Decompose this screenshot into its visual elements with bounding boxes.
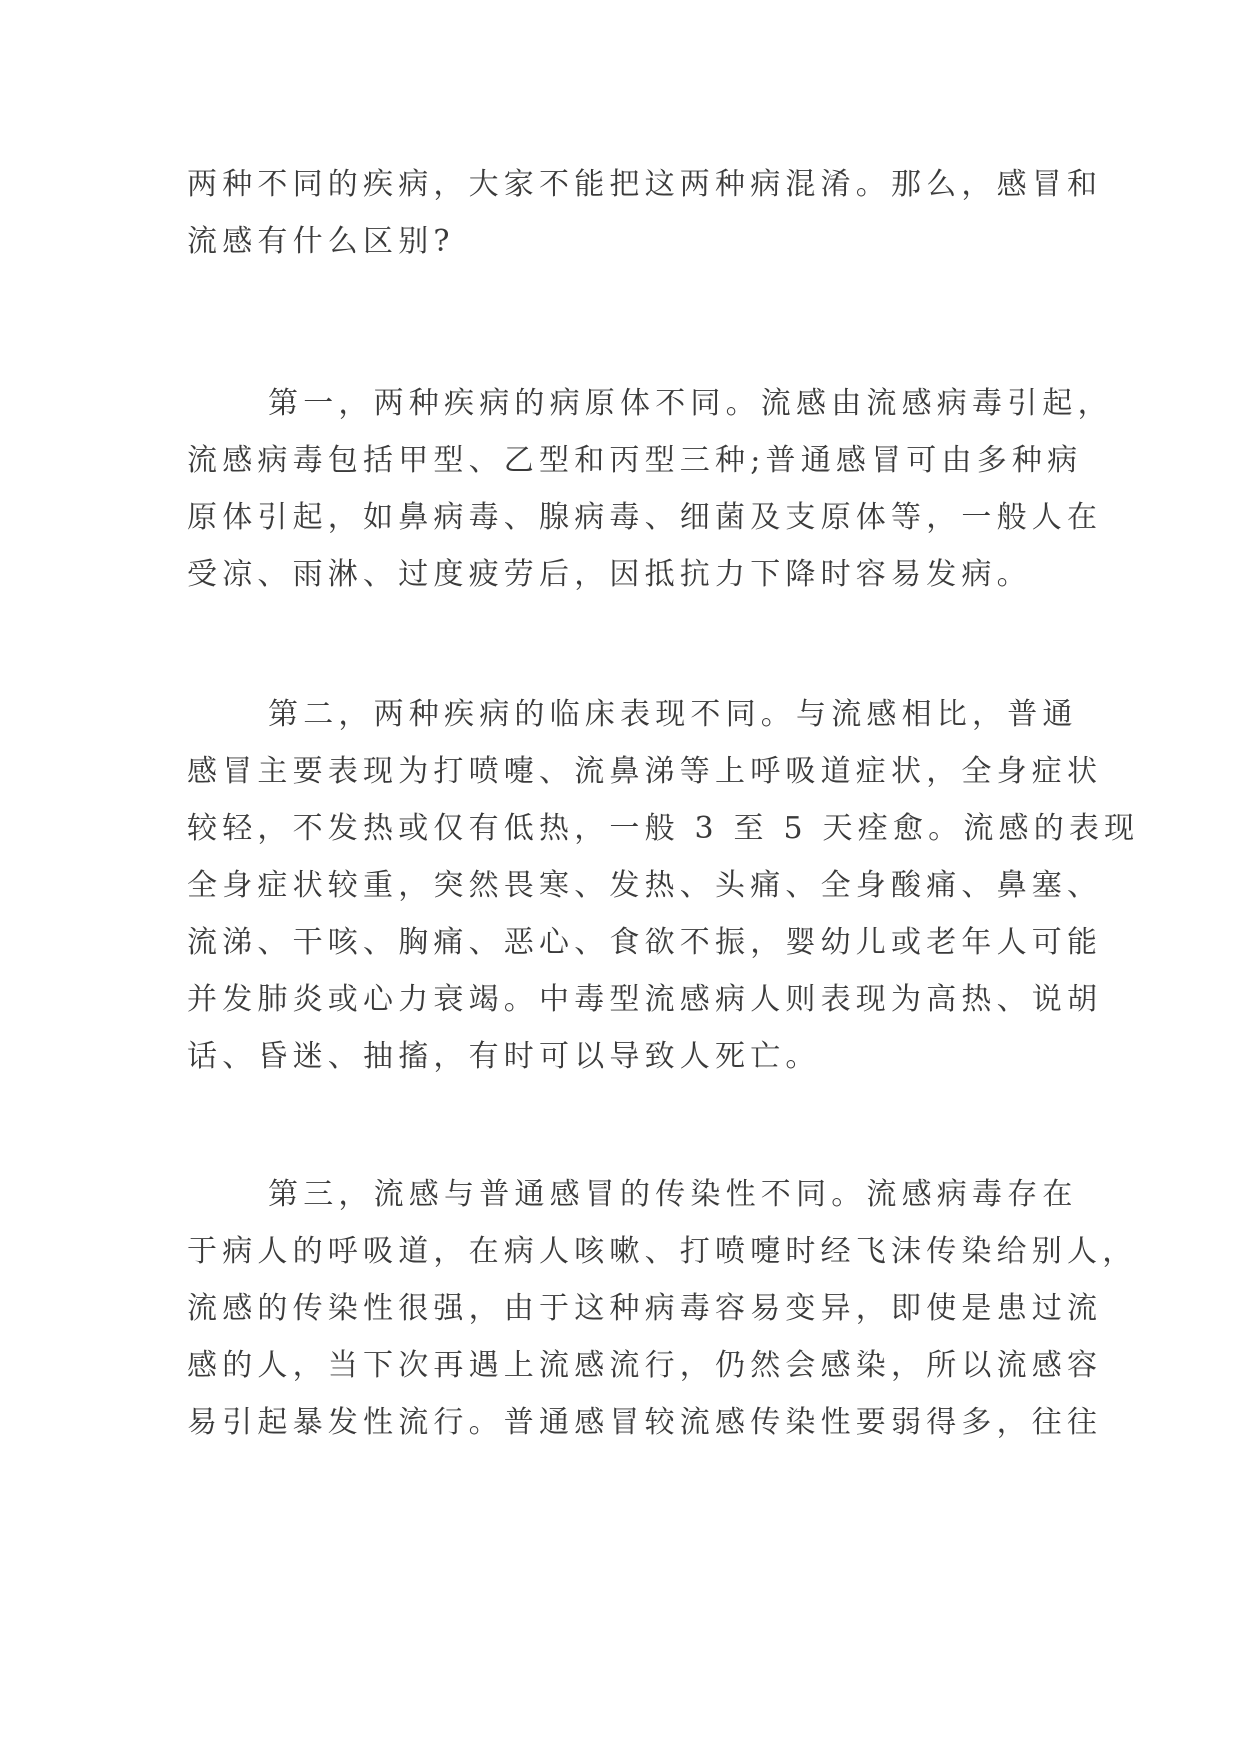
paragraph-contagion [187, 1166, 1138, 1451]
paragraph-line: 流感有什么区别? [187, 224, 455, 259]
paragraph-line: 流感的传染性很强，由于这种病毒容易变异，即使是患过流 [187, 1291, 1103, 1326]
paragraph-line: 于病人的呼吸道，在病人咳嗽、打喷嚏时经飞沫传染给别人， [187, 1234, 1138, 1269]
paragraph-line: 流感病毒包括甲型、乙型和丙型三种;普通感冒可由多种病 [187, 443, 1083, 478]
paragraph-intro [187, 156, 1103, 270]
paragraph-line: 并发肺炎或心力衰竭。中毒型流感病人则表现为高热、说胡 [187, 982, 1103, 1017]
paragraph-pathogen [187, 375, 1113, 603]
paragraph-line: 感冒主要表现为打喷嚏、流鼻涕等上呼吸道症状，全身症状 [187, 754, 1103, 789]
paragraph-line: 原体引起，如鼻病毒、腺病毒、细菌及支原体等，一般人在 [187, 500, 1103, 535]
paragraph-symptoms [187, 686, 1140, 1085]
paragraph-line: 第三，流感与普通感冒的传染性不同。流感病毒存在 [268, 1177, 1078, 1212]
paragraph-line: 话、昏迷、抽搐，有时可以导致人死亡。 [187, 1039, 821, 1074]
paragraph-line: 易引起暴发性流行。普通感冒较流感传染性要弱得多，往往 [187, 1405, 1103, 1440]
paragraph-line: 全身症状较重，突然畏寒、发热、头痛、全身酸痛、鼻塞、 [187, 868, 1103, 903]
paragraph-line: 感的人，当下次再遇上流感流行，仍然会感染，所以流感容 [187, 1348, 1103, 1383]
paragraph-line: 流涕、干咳、胸痛、恶心、食欲不振，婴幼儿或老年人可能 [187, 925, 1103, 960]
paragraph-line: 较轻，不发热或仅有低热，一般 3 至 5 天痊愈。流感的表现 [187, 811, 1140, 846]
paragraph-line: 两种不同的疾病，大家不能把这两种病混淆。那么，感冒和 [187, 167, 1103, 202]
paragraph-line: 受凉、雨淋、过度疲劳后，因抵抗力下降时容易发病。 [187, 557, 1032, 592]
paragraph-line: 第二，两种疾病的临床表现不同。与流感相比，普通 [268, 697, 1078, 732]
paragraph-line: 第一，两种疾病的病原体不同。流感由流感病毒引起， [268, 386, 1113, 421]
